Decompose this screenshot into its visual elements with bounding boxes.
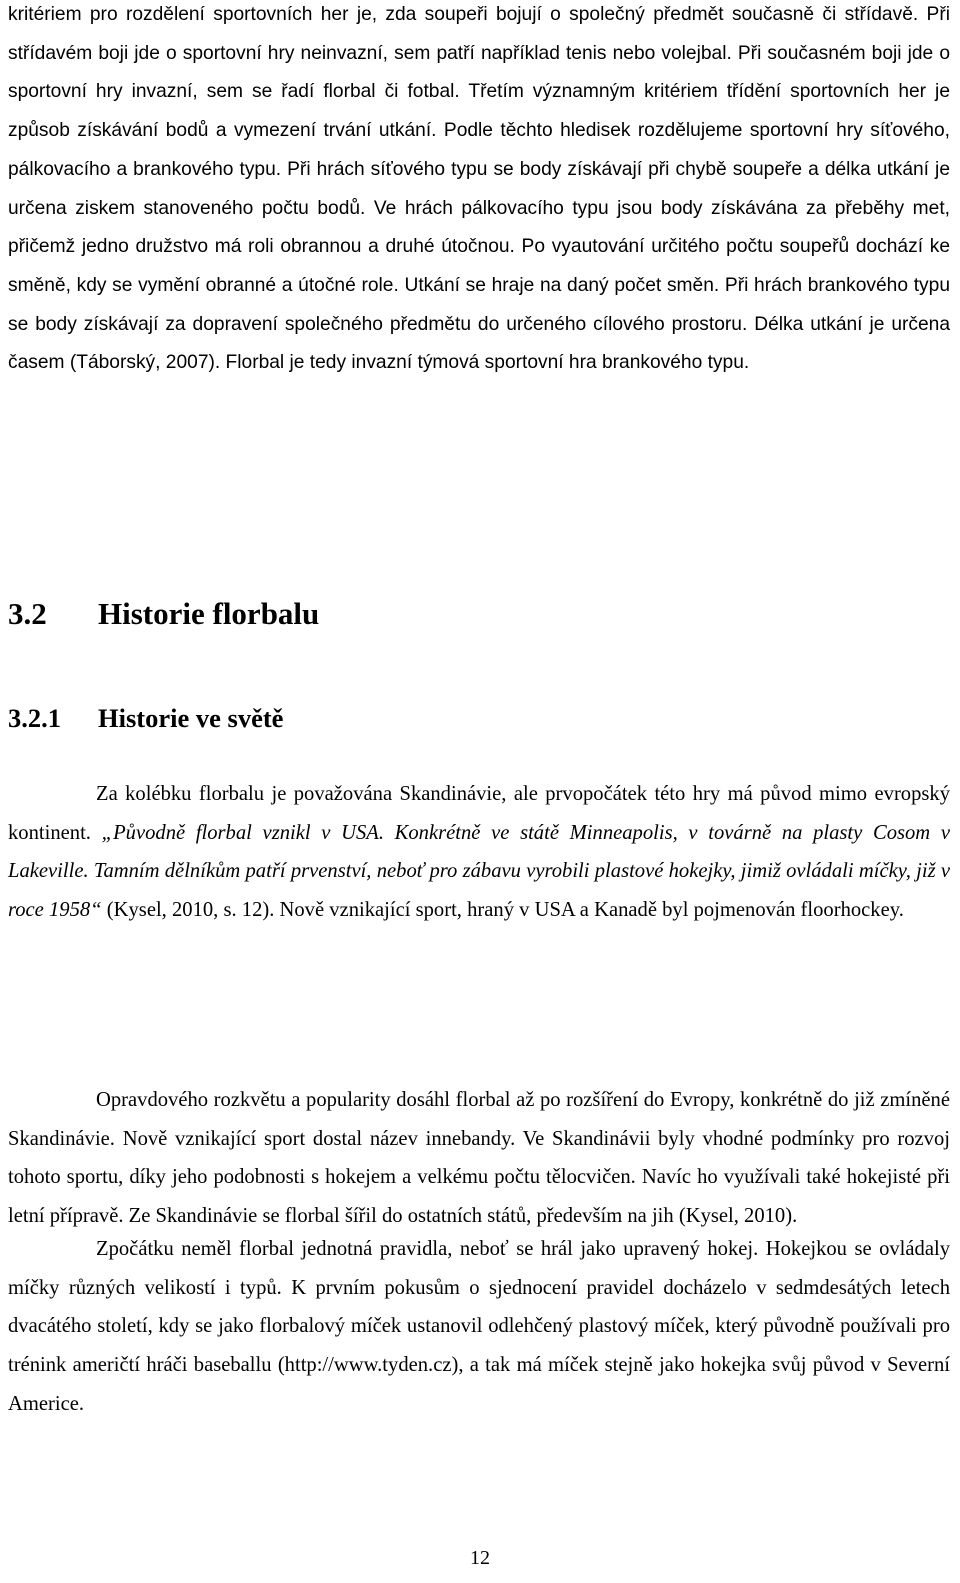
page-number: 12	[470, 1547, 490, 1569]
section-number: 3.2	[8, 596, 47, 631]
subsection-number: 3.2.1	[8, 703, 61, 733]
citation-quote: „Původně florbal vznikl v USA. Konkrétně ve státě Minneapolis, v továrně na plasty Cosom v Lakeville. Tamním dělníkům patří prvenství, neboť pro zábavu vyrobili plastové hokejky, jimiž ovládali míčky, již v roce 1958“	[8, 821, 950, 922]
intro-paragraph: kritériem pro rozdělení sportovních her je, zda soupeři bojují o společný předmět současně či střídavě. Při střídavém boji jde o sportovní hry neinvazní, sem patří například tenis nebo volejbal. Při současném boji jde o sportovní hry invazní, sem se řadí florbal či fotbal. Třetím významným kritériem třídění sportovních her je způsob získávání bodů a vymezení trvání utkání. Podle těchto hledisek rozdělujeme sportovní hry síťového, pálkovacího a brankového typu. Při hrách síťového typu se body získávají při chybě soupeře a délka utkání je určena ziskem stanoveného počtu bodů. Ve hrách pálkovacího typu jsou body získávána za přeběhy met, přičemž jedno družstvo má roli obrannou a druhé útočnou. Po vyautování určitého počtu soupeřů dochází ke směně, kdy se vymění obranné a útočné role. Utkání se hraje na daný počet směn. Při hrách brankového typu se body získávají za dopravení společného předmětu do určeného cílového prostoru. Délka utkání je určena časem (Táborský, 2007). Florbal je tedy invazní týmová sportovní hra brankového typu.	[8, 4, 950, 374]
subsection-title: Historie ve světě	[98, 703, 284, 733]
history-paragraph-origin	[8, 775, 950, 930]
section-title: Historie florbalu	[98, 596, 320, 631]
history-paragraph-rules: Zpočátku neměl florbal jednotná pravidla, neboť se hrál jako upravený hokej. Hokejkou se ovládaly míčky různých velikostí i typů. K prvním pokusům o sjednocení pravidel docházelo v sedmdesátých letech dvacátého století, kdy se jako florbalový míček ustanovil odlehčený plastový míček, který původně používali pro trénink američtí hráči baseballu (http://www.tyden.cz), a tak má míček stejně jako hokejka svůj původ v Severní Americe.	[8, 1238, 950, 1415]
paragraph-tail: (Kysel, 2010, s. 12). Nově vznikající sport, hraný v USA a Kanadě byl pojmenován floorhockey.	[101, 899, 904, 922]
section-heading	[8, 596, 319, 632]
paragraph-lead: Za kolébku florbalu je považována Skandinávie, ale prvopočátek této hry má původ mimo evropský kontinent.	[8, 783, 950, 844]
history-paragraph-europe: Opravdového rozkvětu a popularity dosáhl florbal až po rozšíření do Evropy, konkrétně do již zmíněné Skandinávie. Nově vznikající sport dostal název innebandy. Ve Skandinávii byly vhodné podmínky pro rozvoj tohoto sportu, díky jeho podobnosti s hokejem a velkému počtu tělocvičen. Navíc ho využívali také hokejisté při letní přípravě. Ze Skandinávie se florbal šířil do ostatních států, především na jih (Kysel, 2010).	[8, 1089, 950, 1228]
subsection-heading	[8, 703, 283, 734]
